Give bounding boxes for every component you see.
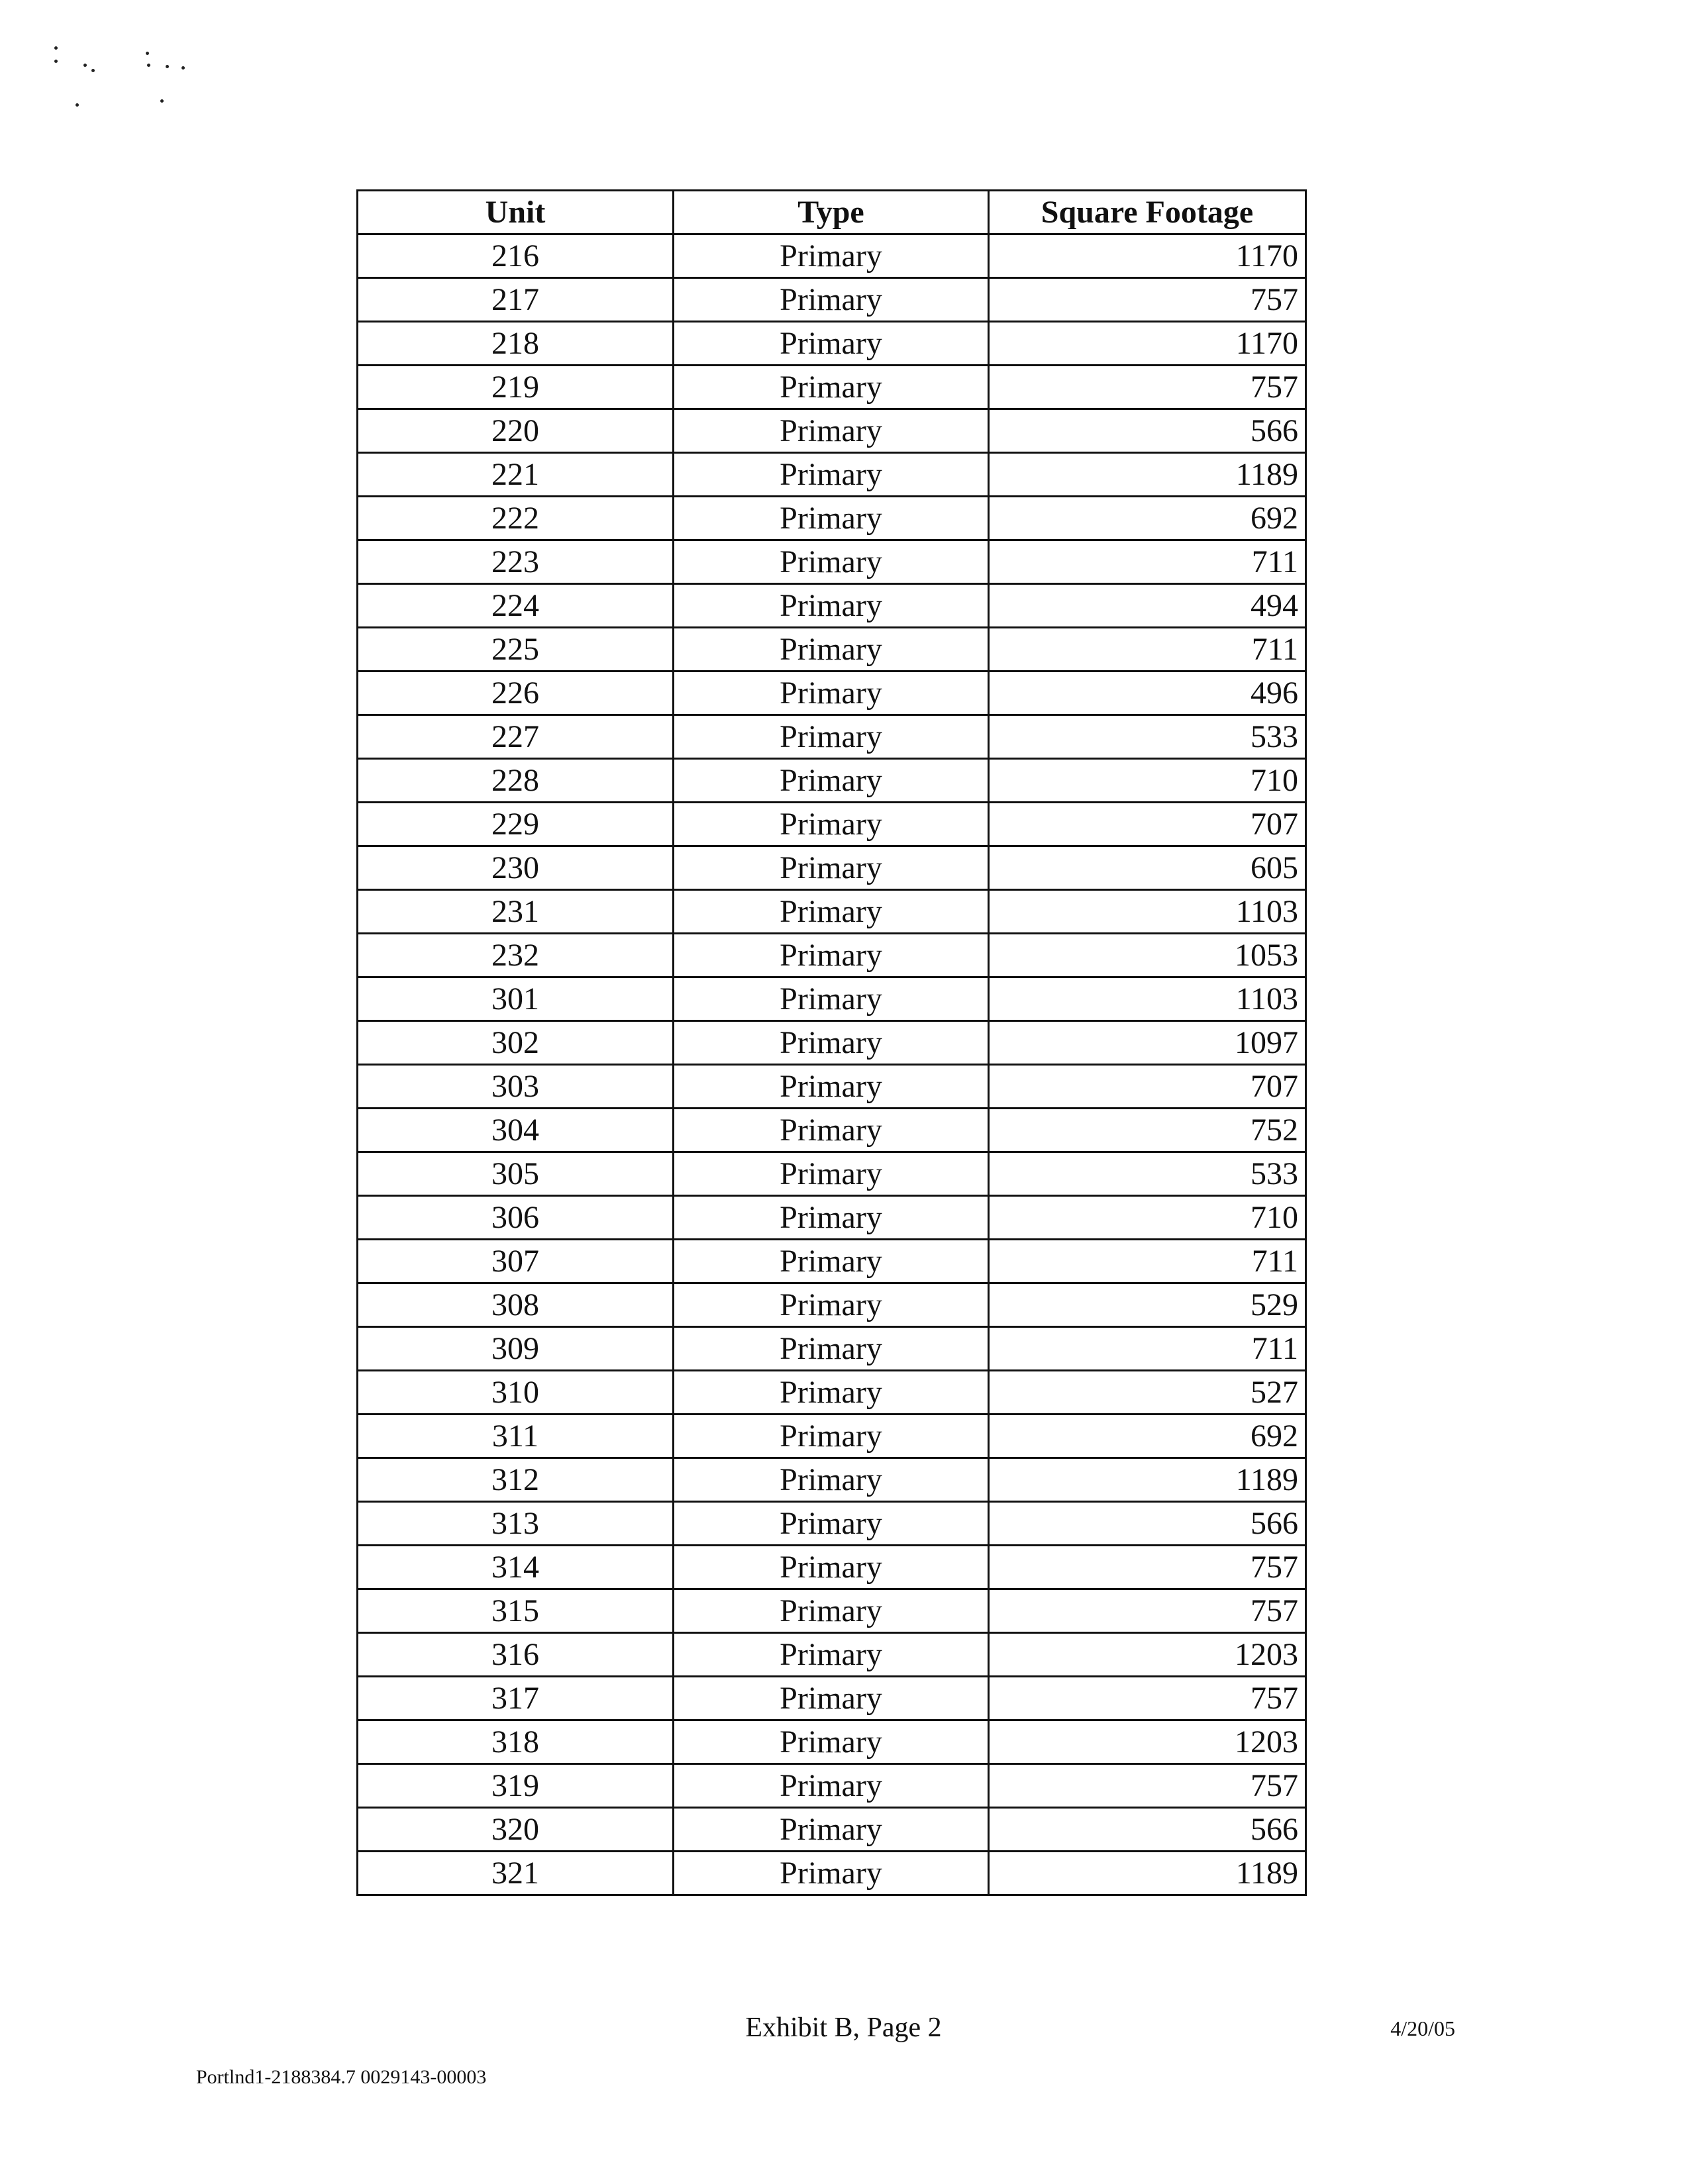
scan-speck [54,46,58,50]
unit-cell: 222 [358,497,674,540]
unit-cell: 310 [358,1371,674,1415]
type-cell: Primary [674,1852,989,1895]
square-footage-cell: 752 [989,1109,1306,1152]
scan-speck [83,64,87,67]
scan-speck [91,69,95,72]
scan-specks [40,40,199,119]
type-cell: Primary [674,934,989,977]
unit-cell: 221 [358,453,674,497]
scan-speck [166,65,169,68]
unit-cell: 227 [358,715,674,759]
table-header-row [358,191,1306,234]
unit-cell: 223 [358,540,674,584]
table-row [358,1589,1306,1633]
square-footage-cell: 711 [989,1240,1306,1283]
type-cell: Primary [674,234,989,278]
unit-cell: 306 [358,1196,674,1240]
type-cell: Primary [674,628,989,671]
table-row [358,584,1306,628]
unit-cell: 232 [358,934,674,977]
unit-cell: 216 [358,234,674,278]
scan-speck [76,103,79,107]
type-cell: Primary [674,1065,989,1109]
square-footage-cell: 1097 [989,1021,1306,1065]
unit-square-footage-table [356,189,1307,1896]
table-row [358,1152,1306,1196]
square-footage-cell: 1189 [989,1458,1306,1502]
square-footage-cell: 533 [989,715,1306,759]
type-cell: Primary [674,1021,989,1065]
square-footage-cell: 710 [989,1196,1306,1240]
table-row [358,671,1306,715]
table-row [358,1502,1306,1546]
square-footage-cell: 710 [989,759,1306,803]
unit-cell: 311 [358,1415,674,1458]
unit-cell: 316 [358,1633,674,1677]
table-row [358,1109,1306,1152]
type-cell: Primary [674,1283,989,1327]
square-footage-cell: 1103 [989,977,1306,1021]
page-label: Exhibit B, Page 2 [745,2012,942,2043]
table-row [358,409,1306,453]
table-row [358,934,1306,977]
type-cell: Primary [674,366,989,409]
table-row [358,1371,1306,1415]
type-cell: Primary [674,890,989,934]
type-cell: Primary [674,540,989,584]
square-footage-cell: 711 [989,540,1306,584]
table-row [358,1196,1306,1240]
square-footage-cell: 1189 [989,1852,1306,1895]
type-cell: Primary [674,1546,989,1589]
type-cell: Primary [674,1458,989,1502]
table-row [358,278,1306,322]
square-footage-cell: 1189 [989,453,1306,497]
square-footage-cell: 711 [989,628,1306,671]
table-row [358,1764,1306,1808]
unit-cell: 217 [358,278,674,322]
square-footage-cell: 533 [989,1152,1306,1196]
scan-speck [54,60,58,63]
table-row [358,453,1306,497]
table-row [358,1021,1306,1065]
unit-cell: 304 [358,1109,674,1152]
square-footage-cell: 707 [989,803,1306,846]
unit-cell: 301 [358,977,674,1021]
square-footage-cell: 605 [989,846,1306,890]
square-footage-cell: 529 [989,1283,1306,1327]
table-row [358,759,1306,803]
type-cell: Primary [674,803,989,846]
square-footage-cell: 711 [989,1327,1306,1371]
square-footage-cell: 757 [989,1589,1306,1633]
table-row [358,1633,1306,1677]
type-cell: Primary [674,1240,989,1283]
square-footage-cell: 692 [989,1415,1306,1458]
table-row [358,1852,1306,1895]
type-cell: Primary [674,1720,989,1764]
square-footage-cell: 566 [989,1808,1306,1852]
unit-cell: 224 [358,584,674,628]
table-row [358,803,1306,846]
type-cell: Primary [674,1327,989,1371]
square-footage-cell: 494 [989,584,1306,628]
unit-cell: 315 [358,1589,674,1633]
column-header-type: Type [674,191,989,234]
type-cell: Primary [674,278,989,322]
unit-cell: 305 [358,1152,674,1196]
unit-cell: 321 [358,1852,674,1895]
type-cell: Primary [674,715,989,759]
type-cell: Primary [674,846,989,890]
type-cell: Primary [674,977,989,1021]
scan-speck [181,66,185,70]
unit-cell: 225 [358,628,674,671]
type-cell: Primary [674,497,989,540]
unit-cell: 226 [358,671,674,715]
square-footage-cell: 1053 [989,934,1306,977]
unit-cell: 313 [358,1502,674,1546]
table-row [358,1458,1306,1502]
type-cell: Primary [674,1196,989,1240]
square-footage-cell: 757 [989,366,1306,409]
type-cell: Primary [674,1109,989,1152]
square-footage-cell: 757 [989,1546,1306,1589]
type-cell: Primary [674,671,989,715]
unit-cell: 308 [358,1283,674,1327]
table-row [358,1546,1306,1589]
type-cell: Primary [674,1502,989,1546]
square-footage-cell: 692 [989,497,1306,540]
table-row [358,1327,1306,1371]
square-footage-cell: 1203 [989,1720,1306,1764]
table-row [358,1720,1306,1764]
table-row [358,628,1306,671]
type-cell: Primary [674,759,989,803]
column-header-unit: Unit [358,191,674,234]
square-footage-cell: 566 [989,409,1306,453]
type-cell: Primary [674,1152,989,1196]
table-row [358,977,1306,1021]
table-row [358,1283,1306,1327]
type-cell: Primary [674,1764,989,1808]
column-header-square-footage: Square Footage [989,191,1306,234]
square-footage-cell: 527 [989,1371,1306,1415]
unit-cell: 219 [358,366,674,409]
document-id: Portlnd1-2188384.7 0029143-00003 [196,2066,487,2088]
type-cell: Primary [674,1808,989,1852]
table-row [358,1240,1306,1283]
unit-cell: 230 [358,846,674,890]
table-row [358,1065,1306,1109]
table-row [358,366,1306,409]
unit-cell: 307 [358,1240,674,1283]
unit-cell: 218 [358,322,674,366]
square-footage-cell: 1170 [989,322,1306,366]
square-footage-cell: 757 [989,278,1306,322]
table-row [358,715,1306,759]
type-cell: Primary [674,409,989,453]
unit-cell: 231 [358,890,674,934]
table-row [358,234,1306,278]
unit-cell: 220 [358,409,674,453]
type-cell: Primary [674,1589,989,1633]
type-cell: Primary [674,1633,989,1677]
unit-cell: 317 [358,1677,674,1720]
table-row [358,890,1306,934]
table-row [358,1415,1306,1458]
type-cell: Primary [674,1677,989,1720]
square-footage-cell: 566 [989,1502,1306,1546]
unit-cell: 228 [358,759,674,803]
type-cell: Primary [674,322,989,366]
unit-cell: 319 [358,1764,674,1808]
scan-speck [160,99,164,103]
square-footage-cell: 757 [989,1677,1306,1720]
square-footage-cell: 707 [989,1065,1306,1109]
table-row [358,497,1306,540]
table-row [358,322,1306,366]
table-row [358,1677,1306,1720]
table-row [358,846,1306,890]
unit-cell: 229 [358,803,674,846]
square-footage-cell: 496 [989,671,1306,715]
unit-cell: 318 [358,1720,674,1764]
table-row [358,1808,1306,1852]
square-footage-cell: 1203 [989,1633,1306,1677]
unit-cell: 302 [358,1021,674,1065]
unit-cell: 309 [358,1327,674,1371]
document-date: 4/20/05 [1390,2016,1455,2040]
square-footage-cell: 1170 [989,234,1306,278]
square-footage-cell: 1103 [989,890,1306,934]
type-cell: Primary [674,1415,989,1458]
unit-cell: 314 [358,1546,674,1589]
type-cell: Primary [674,1371,989,1415]
square-footage-cell: 757 [989,1764,1306,1808]
type-cell: Primary [674,584,989,628]
type-cell: Primary [674,453,989,497]
table-body [358,234,1306,1895]
unit-cell: 320 [358,1808,674,1852]
table-row [358,540,1306,584]
unit-cell: 312 [358,1458,674,1502]
scan-speck [146,52,149,55]
scan-speck [147,64,150,67]
unit-cell: 303 [358,1065,674,1109]
